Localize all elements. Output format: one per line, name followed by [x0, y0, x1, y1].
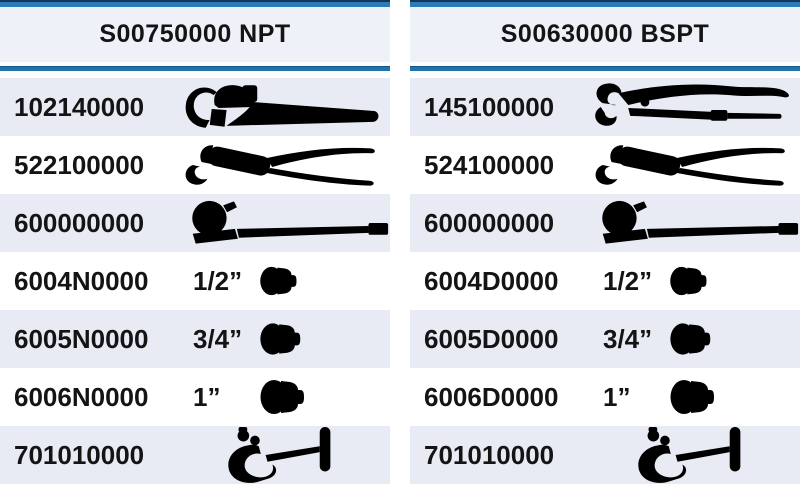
table-row: [0, 310, 390, 368]
part-number: 6005D0000: [424, 323, 559, 354]
pipe-wrench-icon: [179, 81, 391, 133]
column-header-label: S00630000 BSPT: [500, 20, 710, 48]
corner-pipe-wrench-icon: [589, 81, 800, 133]
column-bspt: [410, 0, 800, 484]
pipe-cutter-icon: [589, 426, 800, 484]
size-label: 3/4”: [603, 323, 653, 354]
table-row: [410, 78, 800, 136]
die-head-icon: [669, 374, 800, 420]
part-number: 102140000: [14, 91, 145, 122]
table-row: [410, 368, 800, 426]
ratchet-threader-icon: [589, 198, 800, 248]
part-number: 145100000: [424, 91, 555, 122]
part-number: 600000000: [14, 207, 145, 238]
column-header-npt: [0, 7, 390, 62]
table-row: [410, 194, 800, 252]
part-number: 6004D0000: [424, 265, 559, 296]
part-number: 701010000: [424, 439, 555, 470]
size-label: 1/2”: [603, 265, 653, 296]
die-head-icon: [669, 262, 800, 300]
part-number: 522100000: [14, 149, 145, 180]
header-underline: [0, 66, 390, 71]
table-row: [410, 310, 800, 368]
table-row: [0, 252, 390, 310]
die-head-icon: [259, 318, 390, 360]
table-row: [0, 136, 390, 194]
table-row: [0, 426, 390, 484]
die-head-icon: [259, 262, 390, 300]
column-header-bspt: [410, 7, 800, 62]
table-row: [0, 194, 390, 252]
parts-list-bspt: [410, 78, 800, 484]
size-label: 1”: [603, 381, 631, 412]
water-pump-pliers-icon: [179, 140, 390, 190]
part-number: 6006N0000: [14, 381, 149, 412]
header-underline: [410, 66, 800, 71]
part-number: 701010000: [14, 439, 145, 470]
column-top-border: [0, 0, 390, 7]
table-row: [0, 78, 390, 136]
ratchet-threader-icon: [179, 198, 397, 248]
die-head-icon: [669, 318, 800, 360]
table-row: [0, 368, 390, 426]
part-number: 6004N0000: [14, 265, 149, 296]
die-head-icon: [259, 374, 390, 420]
parts-list-npt: [0, 78, 390, 484]
part-number: 6006D0000: [424, 381, 559, 412]
water-pump-pliers-icon: [589, 140, 800, 190]
part-number: 6005N0000: [14, 323, 149, 354]
column-npt: [0, 0, 390, 484]
size-label: 1”: [193, 381, 221, 412]
table-row: [410, 136, 800, 194]
column-header-label: S00750000 NPT: [99, 20, 291, 48]
size-label: 3/4”: [193, 323, 243, 354]
part-number: 524100000: [424, 149, 555, 180]
part-number: 600000000: [424, 207, 555, 238]
pipe-cutter-icon: [179, 426, 390, 484]
size-label: 1/2”: [193, 265, 243, 296]
table-row: [410, 252, 800, 310]
table-row: [410, 426, 800, 484]
column-top-border: [410, 0, 800, 7]
